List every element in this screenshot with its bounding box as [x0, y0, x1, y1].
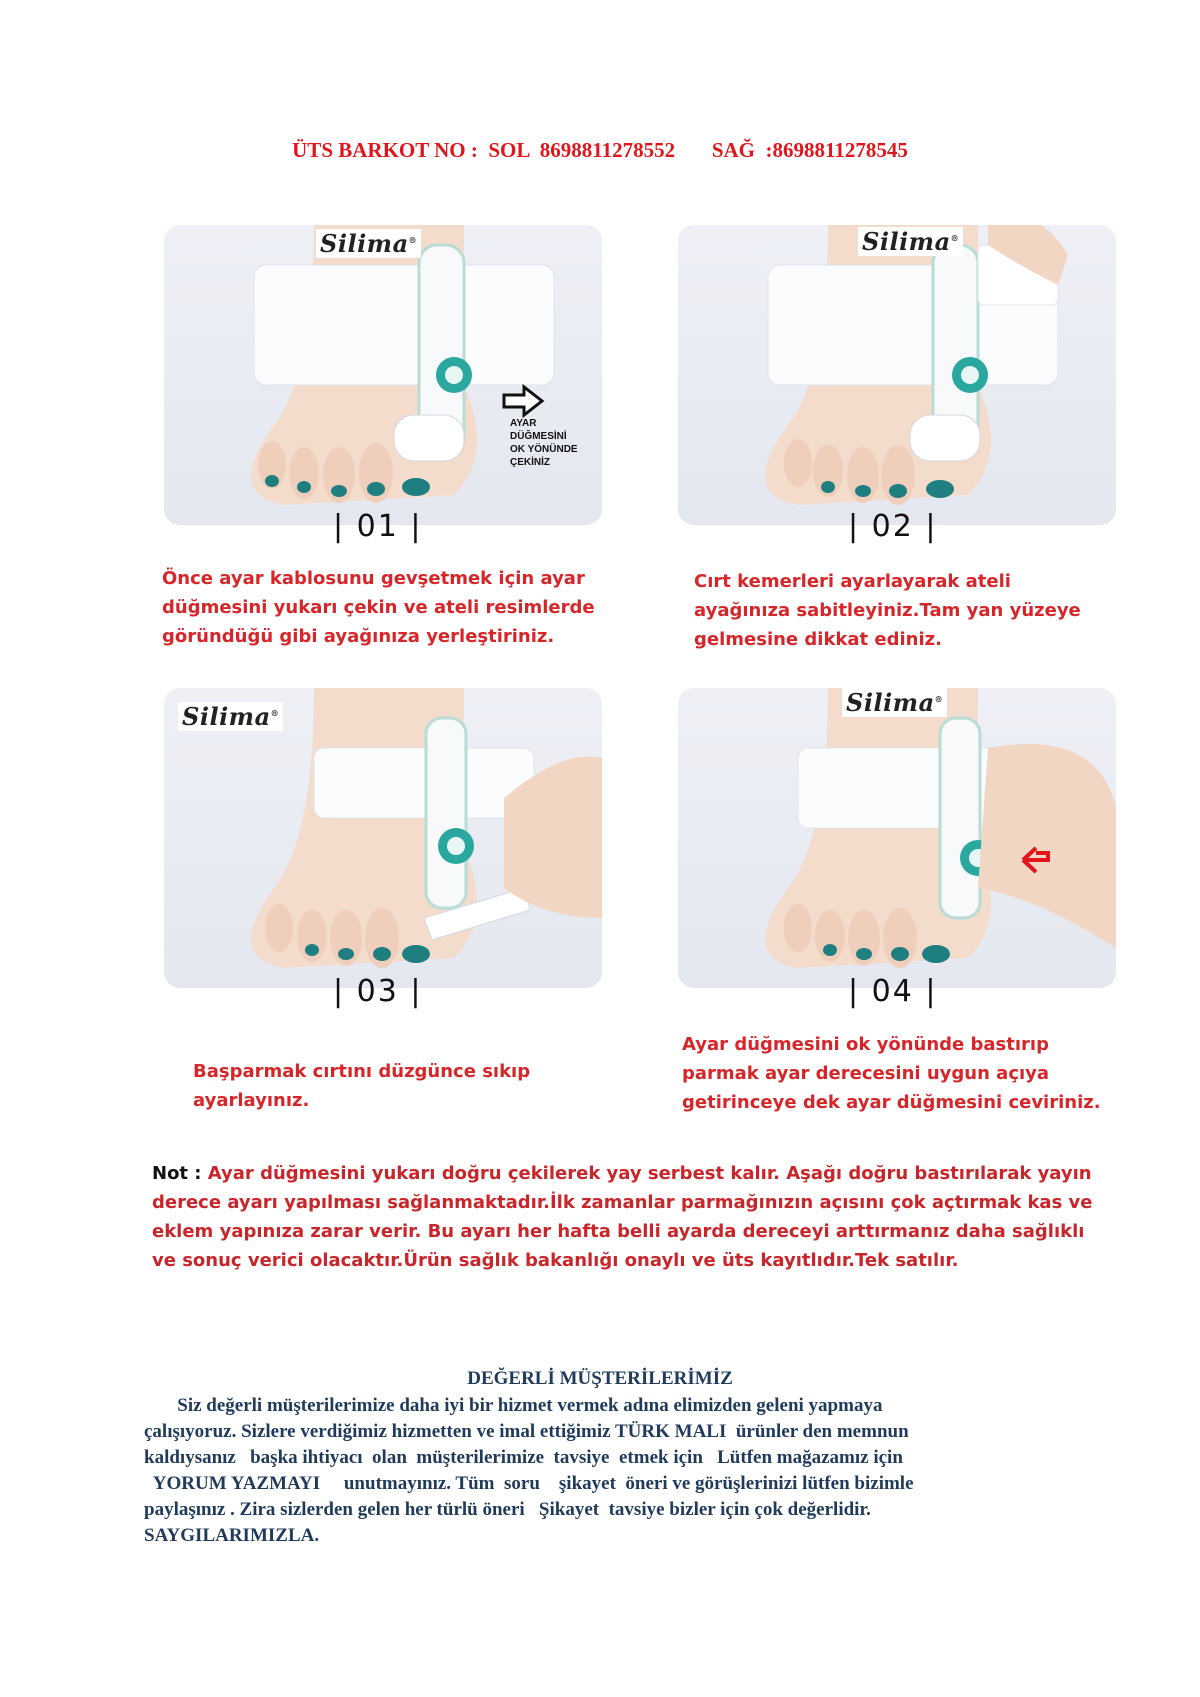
step-3-label: | 03 | — [333, 974, 423, 1009]
step-2-instruction: Cırt kemerleri ayarlayarak ateli ayağınıza sabitleyiniz.Tam yan yüzeye gelmesine dikkat ediniz. — [694, 571, 1081, 650]
note-paragraph — [152, 1159, 1112, 1275]
brand-logo: Silima® — [858, 227, 963, 256]
step-1-photo — [164, 225, 602, 525]
note-label: Not : — [152, 1163, 202, 1184]
step-4-label: | 04 | — [848, 974, 938, 1009]
brand-logo: Silima® — [178, 702, 283, 731]
step-1-instruction: Önce ayar kablosunu gevşetmek için ayar düğmesini yukarı çekin ve ateli resimlerde göründüğü gibi ayağınıza yerleştiriniz. — [162, 568, 595, 647]
step-4-photo — [678, 688, 1116, 988]
arrow-instruction: AYAR DÜĞMESİNİ OK YÖNÜNDE ÇEKİNİZ — [510, 418, 578, 468]
step-3-photo — [164, 688, 602, 988]
customers-message: Siz değerli müşterilerimize daha iyi bir hizmet vermek adına elimizden geleni yapmaya çalışıyoruz. Sizlere verdiğimiz hizmetten ve imal ettiğimiz TÜRK MALI ürünler den memnun kaldıysanız başka ihtiyacı olan müşterilerimize tavsiye etmek için Lütfen mağazamız için YORUM YAZMAYI unutmayınız. Tüm soru şikayet öneri ve görüşlerinizi lütfen bizimle paylaşınız . Zira sizlerden gelen her türlü öneri Şikayet tavsiye bizler için çok değerlidir. SAYGILARIMIZLA. — [144, 1395, 914, 1546]
brand-logo: Silima® — [842, 688, 947, 717]
barcode-left: ÜTS BARKOT NO : SOL 8698811278552 — [292, 138, 676, 162]
step-1-label: | 01 | — [333, 509, 423, 544]
brand-logo: Silima® — [316, 229, 421, 258]
step-2-label: | 02 | — [848, 509, 938, 544]
step-2-photo — [678, 225, 1116, 525]
barcode-right: SAĞ :8698811278545 — [711, 138, 908, 162]
customers-title: DEĞERLİ MÜŞTERİLERİMİZ — [467, 1368, 733, 1389]
step-3-instruction: Başparmak cırtını düzgünce sıkıp ayarlayınız. — [193, 1061, 531, 1111]
barcode-header — [0, 138, 1200, 163]
note-text: Ayar düğmesini yukarı doğru çekilerek yay serbest kalır. Aşağı doğru bastırılarak yayın derece ayarı yapılması sağlanmaktadır.İlk zamanlar parmağınızın açısını çok açtırmak kas ve eklem yapınıza zarar verir. Bu ayarı her hafta belli ayarda dereceyi arttırmanız daha sağlıklı ve sonuç verici olacaktır.Ürün sağlık bakanlığı onaylı ve üts kayıtlıdır.Tek satılır. — [152, 1163, 1093, 1271]
step-4-instruction: Ayar düğmesini ok yönünde bastırıp parmak ayar derecesini uygun açıya getirinceye dek ayar düğmesini ceviriniz. — [682, 1034, 1101, 1113]
